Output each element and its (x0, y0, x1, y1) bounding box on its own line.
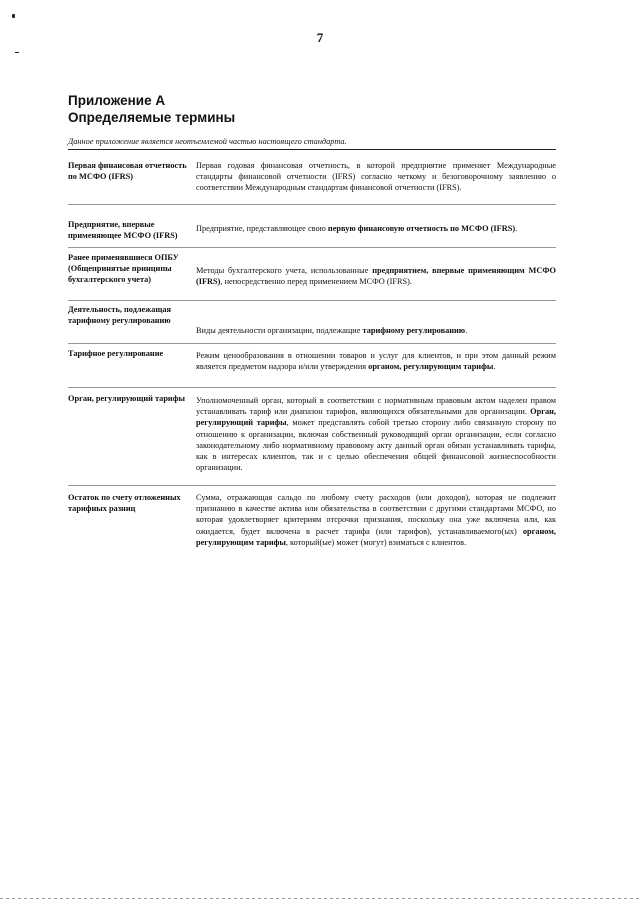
appendix-title: Приложение А (68, 93, 166, 108)
appendix-heading (68, 92, 568, 126)
term-definition (196, 205, 556, 234)
definition-text: Уполномоченный орган, который в соответствии с нормативным правовым актом наделен правом устанавливать тариф или диапазон тарифов, являющихся обязательными для организации. (196, 396, 556, 417)
term-row (68, 248, 556, 301)
term-row (68, 150, 556, 205)
term-name: Остаток по счету отложенных тарифных разниц (68, 493, 181, 514)
definition-text: Сумма, отражающая сальдо по любому счету расходов (или доходов), которая не подлежит признанию в качестве актива или обязательства в соответствии с другими стандартами МСФО, но которая удовлетворяет критериям отсрочки признания, поскольку она уже включена или, как ожидается, будет включена в расчет тарифа (или тарифов), устанавливаемого(ых) (196, 493, 556, 536)
page-number: 7 (316, 30, 324, 45)
definition-text: , который(ые) может (могут) взиматься с клиентов. (285, 537, 467, 547)
appendix-subtitle: Определяемые термины (68, 110, 236, 125)
scan-speck (12, 14, 15, 18)
term-definition (196, 301, 556, 336)
definition-text: Предприятие, представляющее свою (196, 224, 328, 233)
term-definition (196, 248, 556, 287)
term-name: Первая финансовая отчетность по МСФО (IFRS) (68, 161, 187, 182)
term-row (68, 388, 556, 486)
definition-text: Методы бухгалтерского учета, использованные (196, 266, 373, 275)
term-definition (196, 344, 556, 372)
term-name: Ранее применявшиеся ОПБУ (Общепринятые принципы бухгалтерского учета) (68, 253, 179, 285)
term-name: Орган, регулирующий тарифы (68, 394, 185, 403)
scan-edge (0, 898, 640, 899)
term-name: Предприятие, впервые применяющее МСФО (IFRS) (68, 220, 178, 241)
definition-text: Режим ценообразования в отношении товаров и услуг для клиентов, и при этом данный режим является предметом надзора и/или утверждения (196, 351, 556, 372)
term-row (68, 301, 556, 344)
term-row (68, 205, 556, 248)
defined-term-reference: органом, регулирующим тарифы (368, 362, 494, 372)
definition-text: . (515, 224, 518, 233)
definition-text: Первая годовая финансовая отчетность, в которой предприятие применяет Международные стандарты финансовой отчетности (IFRS) согласно четкому и безоговорочному заявлению о соответствии Международным стандартам финансовой отчетности (IFRS). (196, 161, 556, 193)
term-name: Тарифное регулирование (68, 349, 164, 358)
scan-speck (15, 52, 19, 53)
term-definition (196, 388, 556, 473)
definition-text: . (465, 326, 468, 335)
defined-term-reference: органом, регулирующим тарифы (196, 526, 556, 547)
definition-text: . (493, 362, 496, 372)
intro-note: Данное приложение является неотъемлемой частью настоящего стандарта. (68, 137, 347, 146)
term-row (68, 486, 556, 566)
terms-table (68, 150, 556, 566)
defined-term-reference: Орган, регулирующий тарифы (196, 407, 556, 428)
term-definition (196, 486, 556, 548)
defined-term-reference: предприятием, впервые применяющим МСФО (IFRS) (196, 266, 556, 287)
definition-text: Виды деятельности организации, подлежащие (196, 326, 363, 335)
term-row (68, 344, 556, 388)
defined-term-reference: первую финансовую отчетность по МСФО (IFRS) (327, 224, 516, 233)
defined-term-reference: тарифному регулированию (362, 326, 466, 335)
term-name: Деятельность, подлежащая тарифному регулированию (68, 305, 172, 326)
definition-text: , может представлять собой третью сторону либо связанную сторону по отношению к организации, включая собственный руководящий орган организации, если согласно законодательному либо нормативному правовому акту данный орган обязан устанавливать тарифы, как в интересах клиентов, так и с целью обеспечения общей финансовой жизнеспособности организации. (196, 418, 557, 473)
definition-text: , непосредственно перед применением МСФО (IFRS). (220, 277, 412, 287)
term-definition (196, 150, 556, 194)
